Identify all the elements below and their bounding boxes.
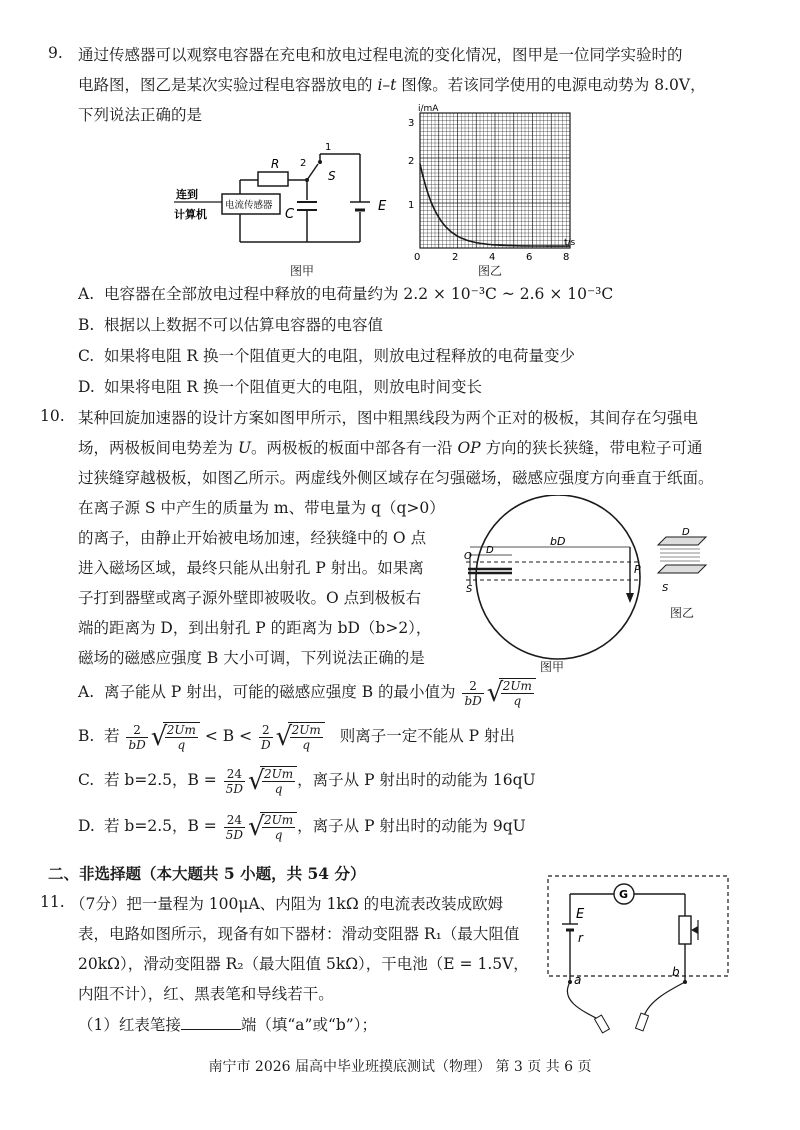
svg-text:C: C (285, 207, 295, 222)
q10-fig2-caption: 图乙 (670, 606, 695, 620)
svg-text:S: S (328, 169, 336, 183)
plates-diagram (650, 525, 710, 600)
svg-text:S: S (466, 584, 473, 595)
svg-text:i/mA: i/mA (418, 104, 439, 114)
q10-option-B[interactable]: B. 若 $\frac{2}{bD}$ √ $\frac{2Um}{q}$ < B < $\frac{2}{D}$ √ $\frac{2Um}{q}$ 则离子一定不能从 P 射出 (78, 722, 516, 752)
question-10-line9: 磁场的磁感应强度 B 大小可调，下列说法正确的是 (78, 649, 425, 667)
ohmmeter-circuit-diagram (540, 870, 740, 1035)
page-footer: 南宁市 2026 届高中毕业班摸底测试（物理） 第 3 页 共 6 页 (208, 1059, 592, 1075)
q10-option-D[interactable]: D. 若 b=2.5，B = $\frac{24}{5D}$ √ $\frac{2Um}{q}$ ，离子从 P 射出时的动能为 9qU (78, 812, 526, 842)
svg-text:G: G (619, 888, 629, 901)
question-11-line4: 内阻不计），红、黑表笔和导线若干。 (78, 985, 334, 1003)
svg-text:R: R (271, 157, 280, 171)
question-10-line5: 的离子，由静止开始被电场加速，经狭缝中的 O 点 (78, 529, 427, 547)
svg-text:O: O (464, 551, 472, 562)
question-9-line1: 通过传感器可以观察电容器在充电和放电过程电流的变化情况，图甲是一位同学实验时的 (78, 46, 683, 64)
svg-text:b: b (672, 965, 680, 979)
q9-it-graph (400, 103, 585, 263)
svg-text:2: 2 (408, 156, 415, 167)
q9-option-A[interactable]: A. 电容器在全部放电过程中释放的电荷量约为 2.2 × 10⁻³C ~ 2.6 × 10⁻³C (78, 285, 614, 303)
svg-text:2: 2 (300, 158, 307, 169)
question-10-line6: 进入磁场区域，最终只能从出射孔 P 射出。如果离 (78, 559, 424, 577)
svg-text:1: 1 (325, 142, 332, 153)
svg-text:S: S (662, 583, 669, 594)
svg-text:6: 6 (526, 252, 533, 263)
svg-text:1: 1 (408, 200, 415, 211)
q9-option-C[interactable]: C. 如果将电阻 R 换一个阻值更大的电阻，则放电过程释放的电荷量变少 (78, 347, 576, 365)
question-10-number: 10. (40, 407, 65, 425)
q9-fig2-caption: 图乙 (478, 264, 503, 278)
question-9-number: 9. (48, 44, 63, 62)
rheostat-symbol (679, 916, 691, 944)
question-9-line3: 下列说法正确的是 (78, 106, 203, 124)
q9-option-B[interactable]: B. 根据以上数据不可以估算电容器的电容值 (78, 316, 384, 334)
svg-text:bD: bD (550, 535, 566, 548)
question-11-line2: 表，电路如图所示，现备有如下器材：滑动变阻器 R₁（最大阻值 (78, 925, 520, 943)
question-11-sub1: （1）红表笔接 端（填“a”或“b”）； (78, 1016, 377, 1034)
svg-text:E: E (576, 907, 585, 922)
svg-text:3: 3 (408, 118, 415, 129)
svg-text:D: D (486, 545, 494, 556)
question-10-line4: 在离子源 S 中产生的质量为 m、带电量为 q（q>0） (78, 499, 445, 517)
q9-fig1-caption: 图甲 (290, 264, 315, 278)
svg-text:r: r (578, 931, 583, 945)
section-2-heading: 二、非选择题（本大题共 5 小题，共 54 分） (48, 864, 366, 883)
q10-option-A[interactable]: A. 离子能从 P 射出，可能的磁感应强度 B 的最小值为 $\frac{2}{bD}$ √ $\frac{2Um}{q}$ (78, 678, 536, 708)
question-10-line1: 某种回旋加速器的设计方案如图甲所示，图中粗黑线段为两个正对的极板，其间存在匀强电 (78, 409, 699, 427)
resistor-R-symbol (258, 172, 288, 186)
q9-option-D[interactable]: D. 如果将电阻 R 换一个阻值更大的电阻，则放电时间变长 (78, 378, 483, 396)
question-9-line2: 电路图，图乙是某次实验过程电容器放电的 i–t 图像。若该同学使用的电源电动势为 8.0V， (78, 76, 706, 94)
question-10-line3: 过狭缝穿越极板，如图乙所示。两虚线外侧区域存在匀强磁场，磁感应强度方向垂直于纸面。 (78, 469, 714, 487)
svg-text:计算机: 计算机 (174, 208, 207, 221)
answer-blank[interactable] (181, 1015, 241, 1030)
svg-text:电流传感器: 电流传感器 (225, 200, 273, 211)
svg-text:a: a (574, 973, 582, 987)
svg-text:4: 4 (489, 252, 496, 263)
q10-fig1-caption: 图甲 (540, 660, 565, 674)
svg-text:E: E (378, 199, 387, 214)
question-10-line2: 场，两极板间电势差为 U。两极板的板面中部各有一沿 OP 方向的狭长狭缝，带电粒子可通 (78, 439, 703, 457)
svg-text:t/s: t/s (564, 238, 576, 248)
svg-text:P: P (634, 563, 641, 576)
svg-text:8: 8 (563, 252, 570, 263)
svg-text:2: 2 (452, 252, 459, 263)
question-11-line3: 20kΩ），滑动变阻器 R₂（最大阻值 5kΩ），干电池（E = 1.5V， (78, 955, 529, 973)
svg-text:0: 0 (414, 252, 421, 263)
cyclotron-diagram (460, 495, 660, 670)
question-10-line8: 端的距离为 D，到出射孔 P 的距离为 bD（b>2）， (78, 619, 432, 637)
svg-text:连到: 连到 (176, 188, 198, 201)
q9-circuit-diagram (170, 140, 400, 265)
question-11-line1: （7分）把一量程为 100μA、内阻为 1kΩ 的电流表改装成欧姆 (70, 895, 504, 913)
svg-text:D: D (682, 527, 690, 538)
question-11-number: 11. (40, 893, 65, 911)
q10-option-C[interactable]: C. 若 b=2.5，B = $\frac{24}{5D}$ √ $\frac{2Um}{q}$ ，离子从 P 射出时的动能为 16qU (78, 766, 536, 796)
question-10-line7: 子打到器壁或离子源外壁即被吸收。O 点到极板右 (78, 589, 422, 607)
